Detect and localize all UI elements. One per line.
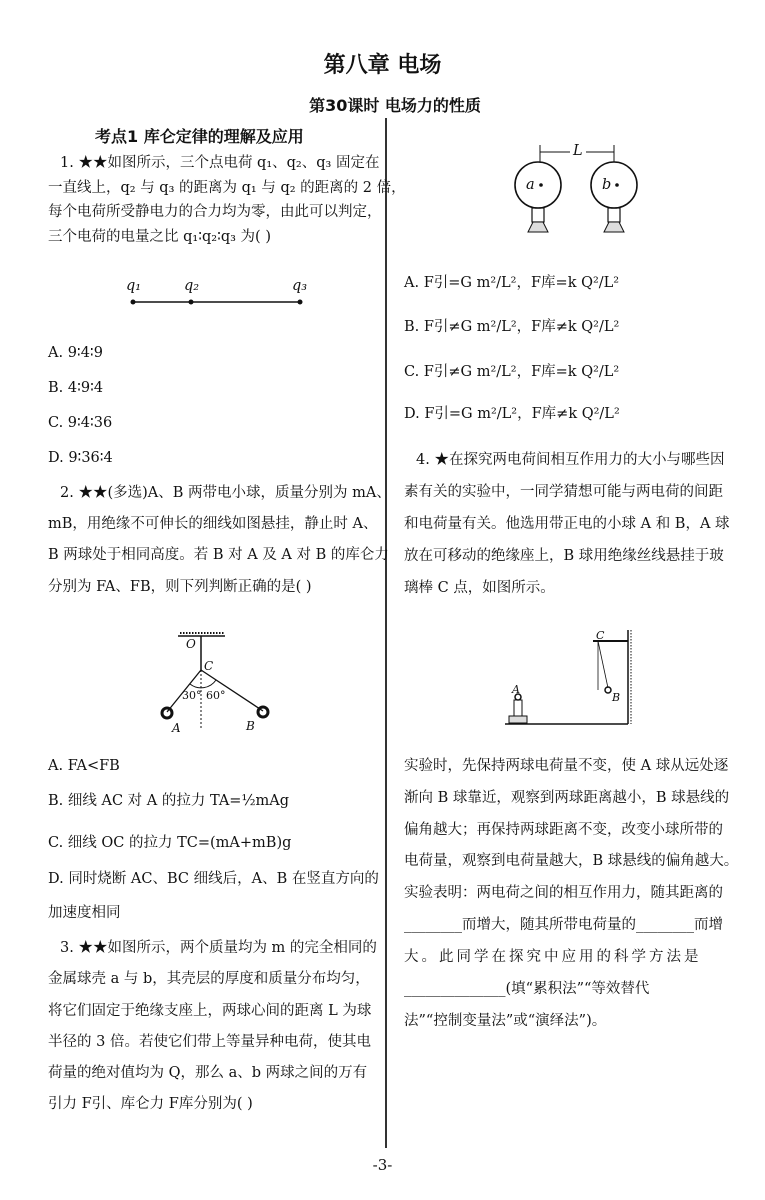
label-60deg: 60°: [206, 689, 226, 702]
q3-line: 荷量的绝对值均为 Q，那么 a、b 两球之间的万有: [48, 1065, 368, 1081]
q3-option-b: B. F引≠G m²/L²，F库≠k Q²/L²: [404, 319, 620, 335]
q2-line: B 两球处于相同高度。若 B 对 A 及 A 对 B 的库仑力: [48, 547, 389, 563]
q3-line: 将它们固定于绝缘支座上，两球心间的距离 L 为球: [48, 1003, 372, 1019]
q3-line: 金属球壳 a 与 b，其壳层的厚度和质量分布均匀，: [48, 971, 370, 987]
label-30deg: 30°: [182, 689, 202, 702]
q4-line: 电荷量，观察到电荷量越大，B 球悬线的偏角越大。: [404, 853, 739, 869]
q3-line: 引力 F引、库仑力 F库分别为( ): [48, 1096, 253, 1112]
q2-line: mB，用绝缘不可伸长的细线如图悬挂，静止时 A、: [48, 516, 378, 532]
q4-line: 璃棒 C 点，如图所示。: [404, 580, 555, 596]
label-a: a: [526, 177, 535, 193]
label-b: B: [612, 691, 621, 704]
q2-option-d: D. 同时烧断 AC、BC 细线后，A、B 在竖直方向的: [48, 871, 379, 887]
q4-line: 和电荷量有关。他选用带正电的小球 A 和 B，A 球: [404, 516, 730, 532]
q2-option-d-cont: 加速度相同: [48, 905, 121, 921]
q4-blank-line: ________而增大，随其所带电荷量的________而增: [404, 917, 723, 933]
q3-line: 半径的 3 倍。若使它们带上等量异种电荷，使其电: [48, 1034, 371, 1050]
q4-line: 法”“控制变量法”或“演绎法”)。: [404, 1013, 607, 1029]
q3-option-a: A. F引=G m²/L²，F库=k Q²/L²: [404, 275, 620, 291]
q2-line: 分别为 FA、FB，则下列判断正确的是( ): [48, 579, 312, 595]
label-c: C: [596, 629, 605, 642]
label-q1: q₁: [126, 278, 142, 294]
q1-option-c: C. 9∶4∶36: [48, 415, 113, 431]
q3-option-d: D. F引=G m²/L²，F库≠k Q²/L²: [404, 406, 620, 422]
label-a: A: [512, 683, 520, 696]
label-b: B: [246, 719, 255, 733]
q3-option-c: C. F引≠G m²/L²，F库=k Q²/L²: [404, 364, 620, 380]
q2-option-a: A. FA<FB: [48, 758, 120, 774]
q4-line: 素有关的实验中，一同学猜想可能与两电荷的间距: [404, 484, 723, 500]
q1-line: 三个电荷的电量之比 q₁∶q₂∶q₃ 为( ): [48, 229, 271, 245]
page-number: -3-: [372, 1156, 393, 1174]
label-q2: q₂: [184, 278, 200, 294]
label-b: b: [602, 177, 612, 193]
silk-thread: [598, 641, 608, 688]
label-c: C: [204, 659, 214, 673]
q2-option-c: C. 细线 OC 的拉力 TC=(mA+mB)g: [48, 835, 292, 851]
q1-line: 每个电荷所受静电力的合力均为零，由此可以判定，: [48, 204, 382, 220]
label-a: A: [172, 721, 181, 735]
q1-option-a: A. 9∶4∶9: [48, 345, 103, 361]
q4-line: 放在可移动的绝缘座上，B 球用绝缘丝线悬挂于玻: [404, 548, 724, 564]
q1-line: 1. ★★如图所示，三个点电荷 q₁、q₂、q₃ 固定在: [60, 155, 380, 171]
q2-line: 2. ★★(多选)A、B 两带电小球，质量分别为 mA、: [60, 485, 391, 501]
q4-line: 实验时，先保持两球电荷量不变，使 A 球从远处逐: [404, 758, 729, 774]
q1-line: 一直线上，q₂ 与 q₃ 的距离为 q₁ 与 q₂ 的距离的 2 倍，: [48, 180, 406, 196]
q4-blank-line: ______________(填“累积法”“等效替代: [404, 981, 650, 997]
section-title: 考点1 库仑定律的理解及应用: [95, 127, 304, 146]
q3-line: 3. ★★如图所示，两个质量均为 m 的完全相同的: [60, 940, 377, 956]
label-o: O: [186, 637, 196, 651]
q2-option-b: B. 细线 AC 对 A 的拉力 TA=½mAg: [48, 793, 290, 809]
q4-line: 实验表明：两电荷之间的相互作用力，随其距离的: [404, 885, 723, 901]
q4-line: 4. ★在探究两电荷间相互作用力的大小与哪些因: [416, 452, 725, 468]
q4-line: 偏角越大；再保持两球距离不变，改变小球所带的: [404, 822, 723, 838]
q1-option-b: B. 4∶9∶4: [48, 380, 104, 396]
label-q3: q₃: [292, 278, 308, 294]
q4-line: 大。此同学在探究中应用的科学方法是: [404, 949, 702, 965]
lesson-title: 第30课时 电场力的性质: [309, 96, 481, 115]
label-l: L: [573, 143, 583, 159]
q4-line: 渐向 B 球靠近，观察到两球距离越小，B 球悬线的: [404, 790, 730, 806]
chapter-title: 第八章 电场: [323, 53, 442, 78]
q1-option-d: D. 9∶36∶4: [48, 450, 113, 466]
